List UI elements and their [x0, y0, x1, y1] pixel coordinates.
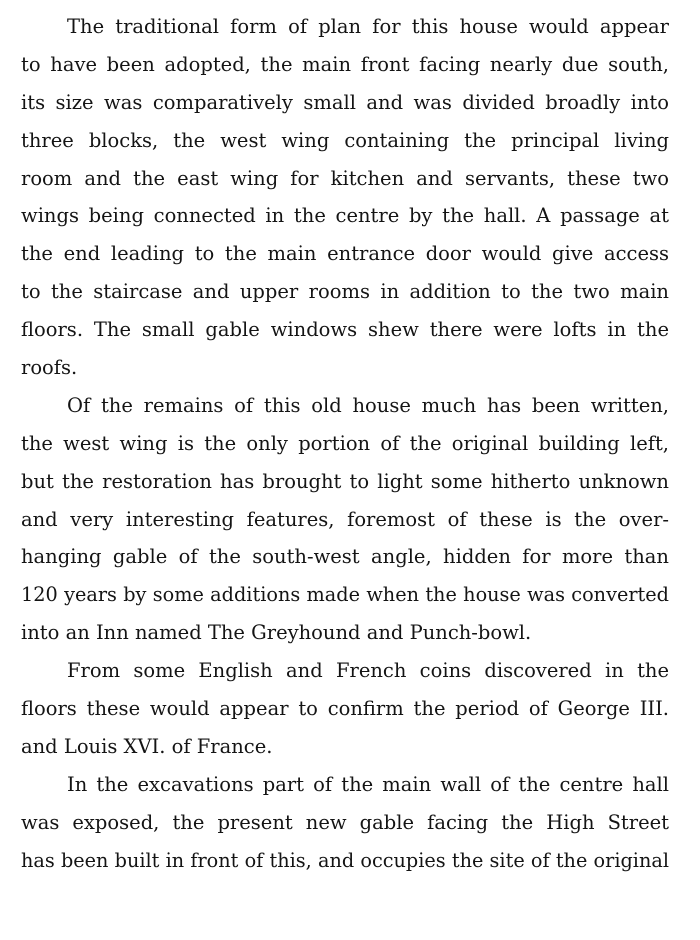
- text-line: the west wing is the only portion of the original building left,: [21, 431, 669, 455]
- document-page: [21, 8, 669, 879]
- text-line: The traditional form of plan for this house would appear: [67, 15, 669, 38]
- text-line: its size was comparatively small and was divided broadly into: [21, 90, 669, 114]
- text-line: to have been adopted, the main front facing nearly due south,: [21, 52, 669, 76]
- text-line: hanging gable of the south-west angle, hidden for more than: [21, 545, 669, 569]
- text-line: wings being connected in the centre by the hall. A passage at: [21, 204, 669, 228]
- text-line: From some English and French coins discovered in the: [67, 659, 669, 683]
- paragraph-3: [21, 652, 669, 766]
- text-line: but the restoration has brought to light some hitherto unknown: [21, 469, 669, 493]
- text-line: has been built in front of this, and occupies the site of the original: [21, 848, 669, 872]
- text-line: roofs.: [21, 356, 78, 380]
- paragraph-4: [21, 766, 669, 880]
- paragraph-1: [21, 8, 669, 387]
- text-line: floors. The small gable windows shew there were lofts in the: [21, 318, 669, 342]
- text-line: and very interesting features, foremost of these is the over-: [21, 507, 669, 531]
- text-line: to the staircase and upper rooms in addition to the two main: [21, 280, 669, 304]
- text-line: the end leading to the main entrance door would give access: [21, 242, 669, 266]
- text-line: 120 years by some additions made when the house was converted: [21, 583, 669, 607]
- text-line: Of the remains of this old house much has been written,: [67, 393, 669, 417]
- text-line: floors these would appear to confirm the period of George III.: [21, 697, 669, 721]
- text-line: was exposed, the present new gable facing the High Street: [21, 810, 669, 834]
- text-line: and Louis XVI. of France.: [21, 734, 273, 758]
- text-line: three blocks, the west wing containing the principal living: [21, 128, 669, 152]
- text-line: into an Inn named The Greyhound and Punch-bowl.: [21, 621, 532, 645]
- text-line: In the excavations part of the main wall of the centre hall: [67, 772, 669, 796]
- paragraph-2: [21, 387, 669, 652]
- text-line: room and the east wing for kitchen and servants, these two: [21, 166, 669, 190]
